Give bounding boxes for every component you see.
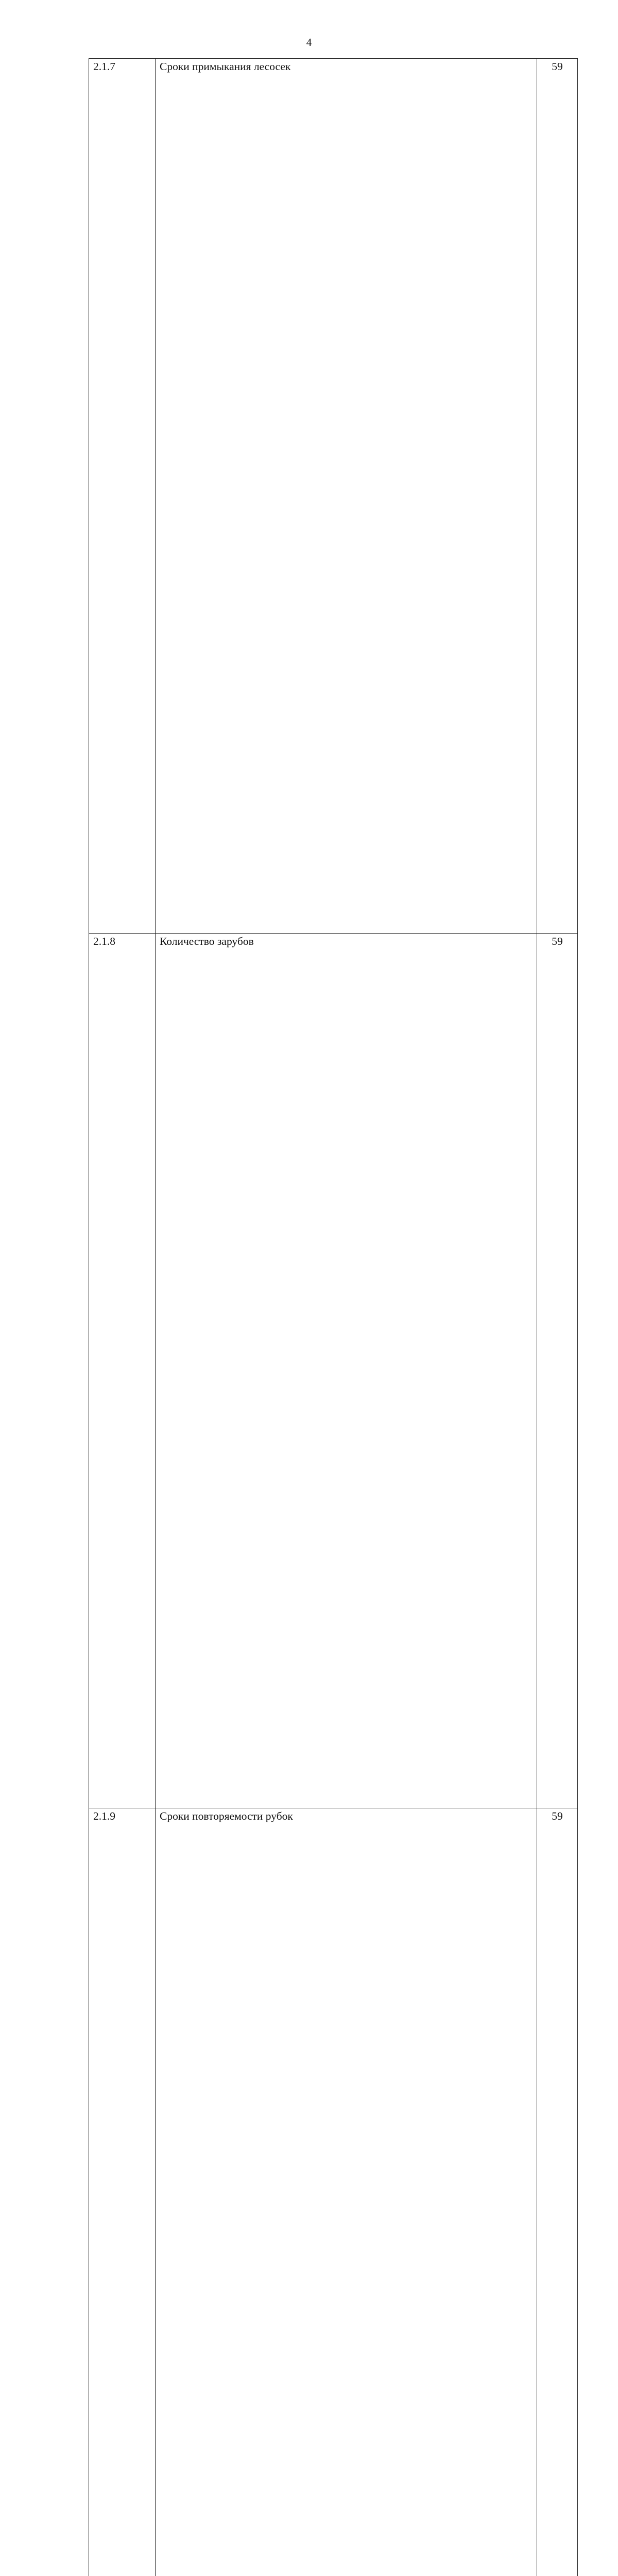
section-title: Сроки примыкания лесосек	[156, 59, 537, 934]
section-page: 59	[537, 934, 578, 1808]
section-title: Количество зарубов	[156, 934, 537, 1808]
toc-body	[89, 59, 578, 2576]
section-page: 59	[537, 59, 578, 934]
page-number: 4	[0, 36, 618, 49]
section-number: 2.1.8	[89, 934, 156, 1808]
section-title: Сроки повторяемости рубок	[156, 1808, 537, 2576]
document-page	[0, 0, 618, 874]
section-number: 2.1.7	[89, 59, 156, 934]
section-number: 2.1.9	[89, 1808, 156, 2576]
table-of-contents	[89, 58, 578, 2576]
toc-row	[89, 59, 578, 934]
toc-row	[89, 934, 578, 1808]
section-page: 59	[537, 1808, 578, 2576]
toc-row	[89, 1808, 578, 2576]
